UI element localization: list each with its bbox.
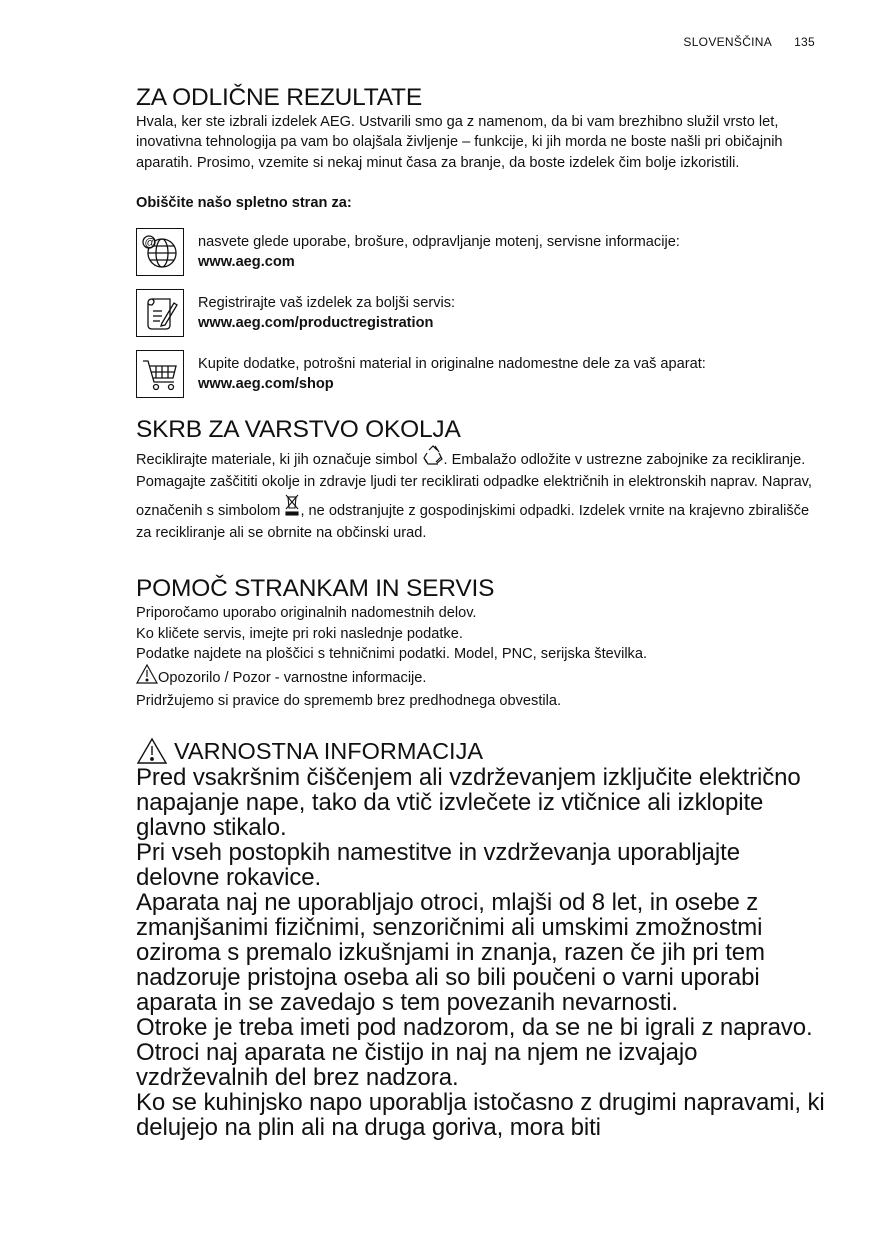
safety-paragraph-3: Aparata naj ne uporabljajo otroci, mlajši od 8 let, in osebe z zmanjšanimi fizičnimi, senzoričnimi ali umskimi zmožnostmi oziroma s premalo izkušnjami in znanja, razen če jih pri tem nadzoruje pristojna oseba ali so bili poučeni o varni uporabi aparata in se zavedajo s tem povezanih nevarnosti. xyxy=(136,888,765,1016)
shopping-cart-icon xyxy=(136,350,184,398)
page-header xyxy=(683,35,815,49)
section-title-service: POMOČ STRANKAM IN SERVIS xyxy=(136,575,495,603)
weee-paragraph xyxy=(136,472,826,543)
safety-paragraph-1: Pred vsakršnim čiščenjem ali vzdrževanjem izključite električno napajanje nape, tako da vtič izvlečete iz vtičnice ali izklopite glavno stikalo. xyxy=(136,763,801,841)
recycle-text-b: . Embalažo odložite v ustrezne zabojnike za recikliranje. xyxy=(443,452,806,469)
recycle-paragraph xyxy=(136,444,826,472)
language-label: SLOVENŠČINA xyxy=(683,35,773,49)
safety-heading xyxy=(136,737,826,765)
link-text-shop: Kupite dodatke, potrošni material in originalne nadomestne dele za vaš aparat: xyxy=(198,356,706,373)
intro-paragraph: Hvala, ker ste izbrali izdelek AEG. Ustvarili smo ga z namenom, da bi vam brezhibno služil vrsto let, inovativna tehnologija pa vam bo olajšala življenje – funkcije, ki jih morda ne boste našli pri običajnih aparatih. Prosimo, vzemite si nekaj minut časa za branje, da boste izdelek čim bolje izkoristili. xyxy=(136,114,783,171)
service-line-1: Priporočamo uporabo originalnih nadomestnih delov. xyxy=(136,605,477,622)
link-url-registration[interactable]: www.aeg.com/productregistration xyxy=(198,315,434,332)
section-title-environment: SKRB ZA VARSTVO OKOLJA xyxy=(136,416,461,444)
svg-text:@: @ xyxy=(144,237,156,250)
service-last-line: Pridržujemo si pravice do sprememb brez predhodnega obvestila. xyxy=(136,692,562,709)
link-row-shop xyxy=(136,350,826,398)
page-content xyxy=(136,84,826,1140)
recycle-icon xyxy=(422,444,444,472)
service-line-3: Podatke najdete na ploščici s tehničnimi podatki. Model, PNC, serijska številka. xyxy=(136,645,648,662)
safety-paragraph-2: Pri vseh postopkih namestitve in vzdrževanja uporabljajte delovne rokavice. xyxy=(136,838,740,891)
link-text-registration: Registrirajte vaš izdelek za boljši servis: xyxy=(198,295,456,312)
recycle-text-a: Reciklirajte materiale, ki jih označuje simbol xyxy=(136,452,418,469)
link-row-support xyxy=(136,228,826,276)
warning-legend xyxy=(136,664,826,690)
safety-warning-icon xyxy=(136,737,168,765)
weee-text-b: , ne odstranjujte z gospodinjskimi odpadki. Izdelek vrnite na krajevno zbirališče za recikliranje ali se obrnite na občinski urad. xyxy=(136,502,810,542)
registration-icon xyxy=(136,289,184,337)
crossed-bin-icon xyxy=(284,493,300,523)
warning-legend-text: Opozorilo / Pozor - varnostne informacije. xyxy=(158,670,427,687)
link-url-support[interactable]: www.aeg.com xyxy=(198,254,295,271)
link-url-shop[interactable]: www.aeg.com/shop xyxy=(198,376,334,393)
section-title-results: ZA ODLIČNE REZULTATE xyxy=(136,84,422,111)
section-title-safety: VARNOSTNA INFORMACIJA xyxy=(174,737,484,764)
page-number: 135 xyxy=(794,35,815,49)
warning-triangle-icon xyxy=(136,664,158,690)
safety-paragraph-5: Otroci naj aparata ne čistijo in naj na njem ne izvajajo vzdrževalnih del brez nadzora. xyxy=(136,1038,698,1091)
service-line-2: Ko kličete servis, imejte pri roki naslednje podatke. xyxy=(136,625,463,642)
weee-text-a: Pomagajte zaščititi okolje in zdravje ljudi ter reciklirati odpadke električnih in elektronskih naprav. Naprav, označenih s simbolom xyxy=(136,474,812,519)
globe-icon xyxy=(136,228,184,276)
safety-paragraph-6: Ko se kuhinjsko napo uporablja istočasno z drugimi napravami, ki delujejo na plin ali na druga goriva, mora biti xyxy=(136,1088,825,1141)
safety-paragraph-4: Otroke je treba imeti pod nadzorom, da se ne bi igrali z napravo. xyxy=(136,1013,813,1041)
link-row-registration xyxy=(136,289,826,337)
visit-label: Obiščite našo spletno stran za: xyxy=(136,194,352,211)
link-text-support: nasvete glede uporabe, brošure, odpravljanje motenj, servisne informacije: xyxy=(198,234,680,251)
